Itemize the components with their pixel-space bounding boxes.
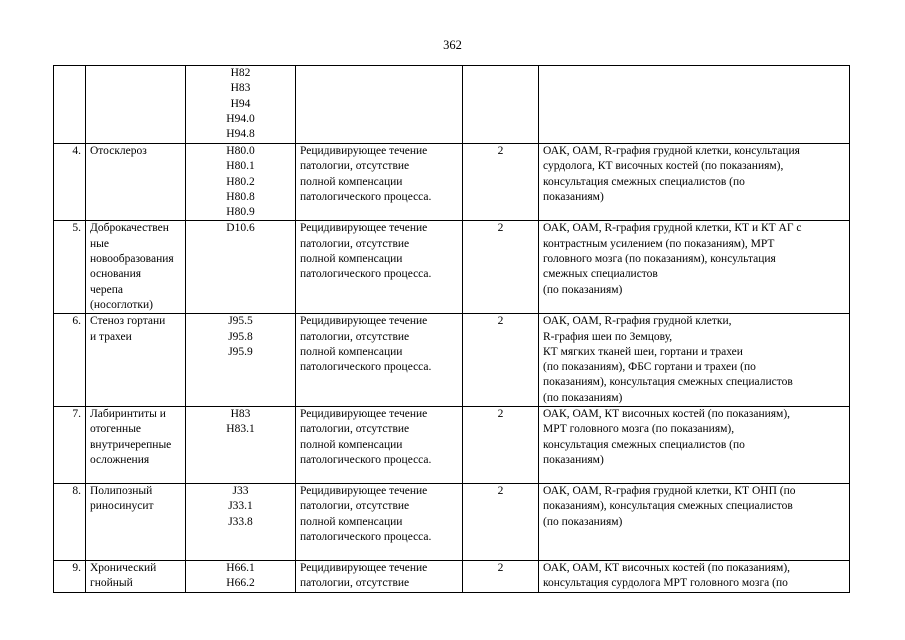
cell-line: полной компенсации <box>300 175 403 188</box>
disease-name <box>86 314 186 407</box>
criteria <box>296 144 463 221</box>
cell-line: H80.8 <box>226 190 255 203</box>
row-number: 8. <box>54 484 86 561</box>
cell-line: Рецидивирующее течение <box>300 222 428 235</box>
cell-line: показаниям) <box>543 190 604 203</box>
cell-line: КТ мягких тканей шеи, гортани и трахеи <box>543 345 743 358</box>
examinations <box>539 484 850 561</box>
cell-line: патологии, отсутствие <box>300 423 410 436</box>
cell-line: полной компенсации <box>300 345 403 358</box>
cell-line: полной компенсации <box>300 515 403 528</box>
cell-line: Хронический <box>90 562 157 575</box>
cell-line: ные <box>90 237 109 250</box>
cell-line: R-графия шеи по Земцову, <box>543 330 673 343</box>
cell-line: полной компенсации <box>300 253 403 266</box>
examinations <box>539 561 850 593</box>
cell-line: J95.9 <box>228 345 253 358</box>
term-value: 2 <box>463 484 539 561</box>
cell-line: Рецидивирующее течение <box>300 562 428 575</box>
cell-line: H80.2 <box>226 175 255 188</box>
criteria <box>296 484 463 561</box>
disease-name <box>86 144 186 221</box>
cell-line: патологии, отсутствие <box>300 500 410 513</box>
diagnosis-table <box>53 65 850 593</box>
cell-line: H66.2 <box>226 577 255 590</box>
term-value: 2 <box>463 407 539 484</box>
cell-line: Рецидивирующее течение <box>300 145 428 157</box>
criteria <box>296 66 463 144</box>
cell-line: J33.1 <box>228 500 253 513</box>
icd-codes <box>186 484 296 561</box>
cell-line: гнойный <box>90 577 133 590</box>
cell-line: внутричерепные <box>90 438 172 451</box>
cell-line: D10.6 <box>226 222 255 235</box>
cell-line: H83.1 <box>226 423 255 436</box>
cell-line: H94.0 <box>226 112 255 125</box>
term-value: 2 <box>463 314 539 407</box>
cell-line: J33.8 <box>228 515 253 528</box>
row-number: 4. <box>54 144 86 221</box>
cell-line: ОАК, ОАМ, КТ височных костей (по показаниям), <box>543 562 791 575</box>
cell-line: J95.8 <box>228 330 253 343</box>
cell-line: основания <box>90 268 142 281</box>
cell-line: Рецидивирующее течение <box>300 408 428 421</box>
cell-line: отогенные <box>90 423 142 436</box>
table-row <box>54 66 850 144</box>
row-number: 5. <box>54 221 86 314</box>
table-row <box>54 314 850 407</box>
table-row <box>54 484 850 561</box>
cell-line: H82 <box>230 67 251 79</box>
disease-name <box>86 66 186 144</box>
cell-line: Стеноз гортани <box>90 315 166 328</box>
table-row <box>54 221 850 314</box>
icd-codes <box>186 66 296 144</box>
icd-codes <box>186 561 296 593</box>
examinations <box>539 407 850 484</box>
cell-line: и трахеи <box>90 330 132 343</box>
cell-line: Полипозный <box>90 485 153 498</box>
cell-line: полной компенсации <box>300 438 403 451</box>
disease-name <box>86 221 186 314</box>
row-number: 9. <box>54 561 86 593</box>
cell-line: Доброкачествен <box>90 222 169 235</box>
cell-line: (по показаниям) <box>543 391 623 404</box>
cell-line: риносинусит <box>90 500 154 513</box>
cell-line: патологии, отсутствие <box>300 237 410 250</box>
cell-line: патологии, отсутствие <box>300 330 410 343</box>
cell-line: консультация смежных специалистов (по <box>543 175 745 188</box>
cell-line: МРТ головного мозга (по показаниям), <box>543 423 735 436</box>
cell-line: (по показаниям) <box>543 283 623 296</box>
row-number: 6. <box>54 314 86 407</box>
cell-line: H83 <box>230 408 251 421</box>
disease-name <box>86 484 186 561</box>
examinations <box>539 66 850 144</box>
row-number <box>54 66 86 144</box>
cell-line: патологического процесса. <box>300 190 432 203</box>
criteria <box>296 314 463 407</box>
term-value: 2 <box>463 561 539 593</box>
cell-line: Рецидивирующее течение <box>300 485 428 498</box>
cell-line: контрастным усилением (по показаниям), МРТ <box>543 237 775 250</box>
icd-codes <box>186 221 296 314</box>
cell-line: головного мозга (по показаниям), консультация <box>543 253 776 266</box>
cell-line: H80.9 <box>226 206 255 219</box>
cell-line: H80.1 <box>226 160 255 173</box>
cell-line: H80.0 <box>226 145 255 157</box>
cell-line: H94.8 <box>226 128 255 141</box>
cell-line: H83 <box>230 82 251 95</box>
term-value: 2 <box>463 144 539 221</box>
criteria <box>296 561 463 593</box>
cell-line: ОАК, ОАМ, КТ височных костей (по показаниям), <box>543 408 791 421</box>
table-row <box>54 561 850 593</box>
cell-line: консультация сурдолога МРТ головного мозга (по <box>543 577 788 590</box>
term-value: 2 <box>463 221 539 314</box>
cell-line: черепа <box>90 283 124 296</box>
cell-line: ОАК, ОАМ, R-графия грудной клетки, КТ ОНП (по <box>543 485 796 498</box>
cell-line: консультация смежных специалистов (по <box>543 438 745 451</box>
cell-line: J33 <box>232 485 249 498</box>
cell-line: патологического процесса. <box>300 530 432 543</box>
cell-line: показаниям), консультация смежных специалистов <box>543 376 793 389</box>
examinations <box>539 221 850 314</box>
cell-line: H94 <box>230 97 251 110</box>
table-row <box>54 144 850 221</box>
criteria <box>296 407 463 484</box>
examinations <box>539 144 850 221</box>
cell-line: показаниям), консультация смежных специалистов <box>543 500 793 513</box>
cell-line: патологического процесса. <box>300 361 432 374</box>
cell-line: осложнения <box>90 453 150 466</box>
cell-line: ОАК, ОАМ, R-графия грудной клетки, КТ и КТ АГ с <box>543 222 802 235</box>
cell-line: Рецидивирующее течение <box>300 315 428 328</box>
row-number: 7. <box>54 407 86 484</box>
icd-codes <box>186 407 296 484</box>
cell-line: патологического процесса. <box>300 268 432 281</box>
cell-line: смежных специалистов <box>543 268 658 281</box>
term-value <box>463 66 539 144</box>
cell-line: показаниям) <box>543 453 604 466</box>
cell-line: (по показаниям) <box>543 515 623 528</box>
cell-line: ОАК, ОАМ, R-графия грудной клетки, консультация <box>543 145 800 157</box>
cell-line: сурдолога, КТ височных костей (по показаниям), <box>543 160 784 173</box>
cell-line: ОАК, ОАМ, R-графия грудной клетки, <box>543 315 732 328</box>
icd-codes <box>186 144 296 221</box>
cell-line: новообразования <box>90 253 174 266</box>
cell-line: Лабиринтиты и <box>90 408 166 421</box>
cell-line: J95.5 <box>228 315 253 328</box>
cell-line: Отосклероз <box>90 145 147 157</box>
cell-line: патологии, отсутствие <box>300 160 410 173</box>
cell-line: патологии, отсутствие <box>300 577 410 590</box>
icd-codes <box>186 314 296 407</box>
cell-line: (по показаниям), ФБС гортани и трахеи (по <box>543 361 756 374</box>
criteria <box>296 221 463 314</box>
cell-line: патологического процесса. <box>300 453 432 466</box>
table-row <box>54 407 850 484</box>
disease-name <box>86 561 186 593</box>
examinations <box>539 314 850 407</box>
cell-line: H66.1 <box>226 562 255 575</box>
disease-name <box>86 407 186 484</box>
cell-line: (носоглотки) <box>90 298 153 311</box>
page-number: 362 <box>443 38 462 52</box>
